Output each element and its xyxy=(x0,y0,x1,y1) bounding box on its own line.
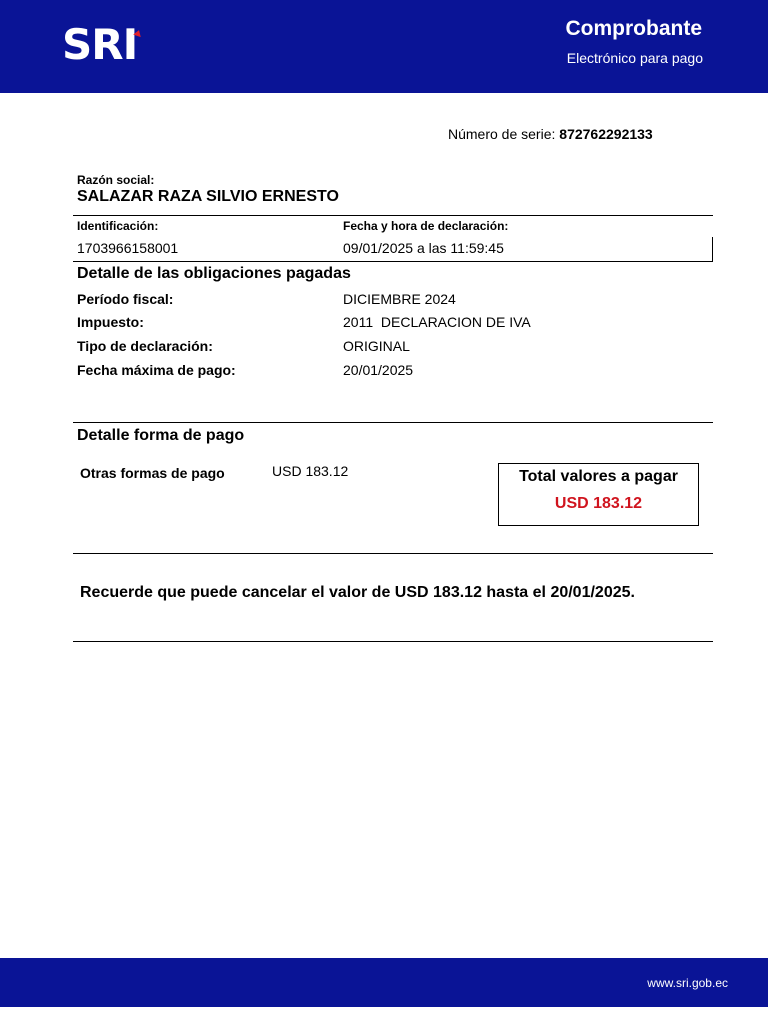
logo-text: SRI xyxy=(62,20,138,69)
total-label: Total valores a pagar xyxy=(519,468,678,485)
tipo-declaracion-value: ORIGINAL xyxy=(343,338,410,354)
razon-social-value: SALAZAR RAZA SILVIO ERNESTO xyxy=(77,188,339,205)
footer-bar xyxy=(0,958,768,1007)
divider xyxy=(73,641,713,642)
total-box xyxy=(498,463,699,526)
divider xyxy=(73,553,713,554)
serial-number xyxy=(448,126,653,142)
fecha-maxima-value: 20/01/2025 xyxy=(343,362,414,378)
document-title: Comprobante xyxy=(565,17,702,40)
fecha-maxima-label: Fecha máxima de pago: xyxy=(77,362,236,378)
impuesto-value: 2011 DECLARACION DE IVA xyxy=(343,314,531,330)
identificacion-value: 1703966158001 xyxy=(77,240,179,256)
divider xyxy=(73,422,713,423)
periodo-fiscal-value: DICIEMBRE 2024 xyxy=(343,291,456,307)
divider xyxy=(73,261,713,262)
payment-reminder: Recuerde que puede cancelar el valor de USD 183.12 hasta el 20/01/2025. xyxy=(80,584,635,601)
forma-pago-title: Detalle forma de pago xyxy=(77,427,245,444)
forma-pago-value: USD 183.12 xyxy=(272,463,349,479)
website-link[interactable]: www.sri.gob.ec xyxy=(647,976,728,990)
obligaciones-title: Detalle de las obligaciones pagadas xyxy=(77,265,351,282)
fecha-declaracion-label: Fecha y hora de declaración: xyxy=(343,219,509,233)
periodo-fiscal-label: Período fiscal: xyxy=(77,291,174,307)
sri-logo xyxy=(62,20,138,69)
serial-value: 872762292133 xyxy=(559,126,653,142)
total-value: USD 183.12 xyxy=(554,495,643,512)
impuesto-label: Impuesto: xyxy=(77,314,144,330)
divider xyxy=(73,215,713,216)
cell-border xyxy=(712,237,713,261)
tipo-declaracion-label: Tipo de declaración: xyxy=(77,338,213,354)
fecha-declaracion-value: 09/01/2025 a las 11:59:45 xyxy=(343,240,504,256)
serial-label: Número de serie: xyxy=(448,126,556,142)
identificacion-label: Identificación: xyxy=(77,219,159,233)
razon-social-label: Razón social: xyxy=(77,173,155,187)
forma-pago-label: Otras formas de pago xyxy=(80,465,225,481)
header-bar xyxy=(0,0,768,93)
document-subtitle: Electrónico para pago xyxy=(566,50,703,66)
